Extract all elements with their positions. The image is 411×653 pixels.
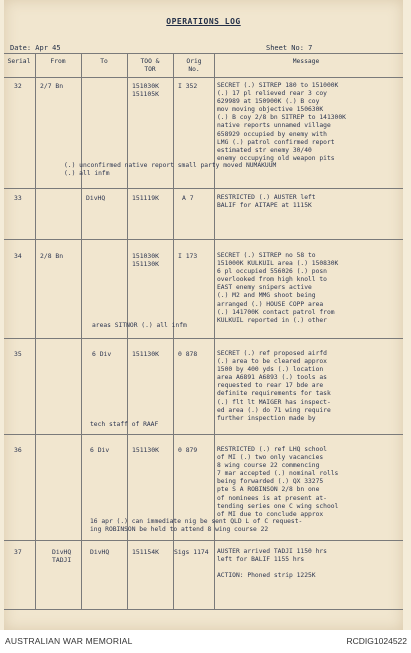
- sheet-number: Sheet No: 7: [266, 44, 313, 52]
- entry-orig: Sigs 1174: [174, 548, 209, 556]
- entry-message-continued: (.) unconfirmed native report small party moved NUMAKUUM (.) all infm: [64, 162, 277, 178]
- entry-serial: 35: [14, 350, 22, 358]
- entry-orig: 0 878: [178, 350, 198, 358]
- entry-to: 6 Div: [90, 446, 110, 454]
- col-header-orig: Orig No.: [186, 58, 202, 73]
- entry-message-continued: 16 apr (.) can immediate nig be sent QLD L of C request- ing ROBINSON be held to attend 8 wing course 22: [90, 518, 303, 534]
- row-divider: [4, 188, 403, 189]
- row-divider: [4, 609, 403, 610]
- entry-from: 2/8 Bn: [40, 252, 64, 260]
- row-divider: [4, 540, 403, 541]
- entry-too: 151030K 151105K: [132, 82, 159, 99]
- grid-line: [35, 53, 36, 610]
- entry-serial: 33: [14, 194, 22, 202]
- grid-line: [81, 53, 82, 610]
- entry-message: RESTRICTED (.) AUSTER left BALIF for AITAPE at 1115K: [217, 194, 316, 210]
- footer-source: AUSTRALIAN WAR MEMORIAL: [5, 636, 133, 646]
- entry-message: SECRET (.) SITREP no 58 to 151000K KULKUIL area (.) 150830K 6 pl occupied 556026 (.) posn overlooked from high knoll to EAST enemy snipers active (.) M2 and MMG shoot being arranged (.) HOUSE COPP area (.) 141700K contact patrol from KULKUIL reported in (.) other: [217, 252, 339, 324]
- entry-orig: I 352: [178, 82, 198, 90]
- entry-message: AUSTER arrived TADJI 1150 hrs left for BALIF 1155 hrs ACTION: Phoned strip 1225K: [217, 548, 327, 580]
- page-title: OPERATIONS LOG: [166, 17, 241, 26]
- entry-from: DivHQ TADJI: [52, 548, 72, 565]
- entry-too: 151130K: [132, 446, 159, 454]
- col-header-message: Message: [292, 58, 320, 65]
- entry-message-continued: tech staff of RAAF: [90, 421, 159, 428]
- col-header-from: From: [50, 58, 66, 65]
- col-header-too: TOO & TOR: [140, 58, 160, 73]
- entry-message-continued: areas SITNOR (.) all infm: [92, 322, 187, 329]
- entry-message: SECRET (.) SITREP 180 to 151000K (.) 17 pl relieved rear 3 coy 629989 at 150900K (.) B coy mov moving objective 150630K (.) B coy 2/8 bn SITREP to 141300K native reports unnamed village 658929 occupied by enemy with LMG (.) patrol confirmed report estimated str enemy 30/40 enemy occupying old weapon pits: [217, 82, 346, 162]
- entry-orig: 0 879: [178, 446, 198, 454]
- col-header-serial: Serial: [7, 58, 31, 65]
- grid-line: [4, 77, 403, 78]
- entry-serial: 34: [14, 252, 22, 260]
- entry-serial: 32: [14, 82, 22, 90]
- entry-too: 151030K 151130K: [132, 252, 159, 269]
- footer-id: RCDIG1024522: [346, 636, 407, 646]
- entry-message: SECRET (.) ref proposed airfd (.) area to be cleared approx 1500 by 400 yds (.) location area A6891 A6893 (.) tools as requested to rear 17 bde are definite requirements for task (.) flt lt MAIGER has inspect- ed area (.) do 71 wing require further inspection made by: [217, 350, 331, 422]
- row-divider: [4, 338, 403, 339]
- entry-to: DivHQ: [86, 194, 106, 202]
- entry-orig: I 173: [178, 252, 198, 260]
- entry-from: 2/7 Bn: [40, 82, 64, 90]
- col-header-to: To: [100, 58, 108, 65]
- row-divider: [4, 239, 403, 240]
- entry-too: 151130K: [132, 350, 159, 358]
- entry-to: 6 Div: [92, 350, 112, 358]
- entry-orig: A 7: [182, 194, 194, 202]
- log-sheet: [4, 0, 403, 630]
- grid-line: [4, 53, 403, 54]
- entry-too: 151119K: [132, 194, 159, 202]
- row-divider: [4, 434, 403, 435]
- archive-footer: [0, 630, 411, 653]
- entry-message: RESTRICTED (.) ref LHQ school of MI (.) two only vacancies 8 wing course 22 commencing 7 mar accepted (.) nominal rolls being forwarded (.) QX 33275 pte S A ROBINSON 2/8 bn one of nominees is at present at- tending series one C wing school of MI due to conclude approx: [217, 446, 339, 518]
- date-label: Date: Apr 45: [10, 44, 61, 52]
- entry-too: 151154K: [132, 548, 159, 556]
- entry-to: DivHQ: [90, 548, 110, 556]
- entry-serial: 36: [14, 446, 22, 454]
- entry-serial: 37: [14, 548, 22, 556]
